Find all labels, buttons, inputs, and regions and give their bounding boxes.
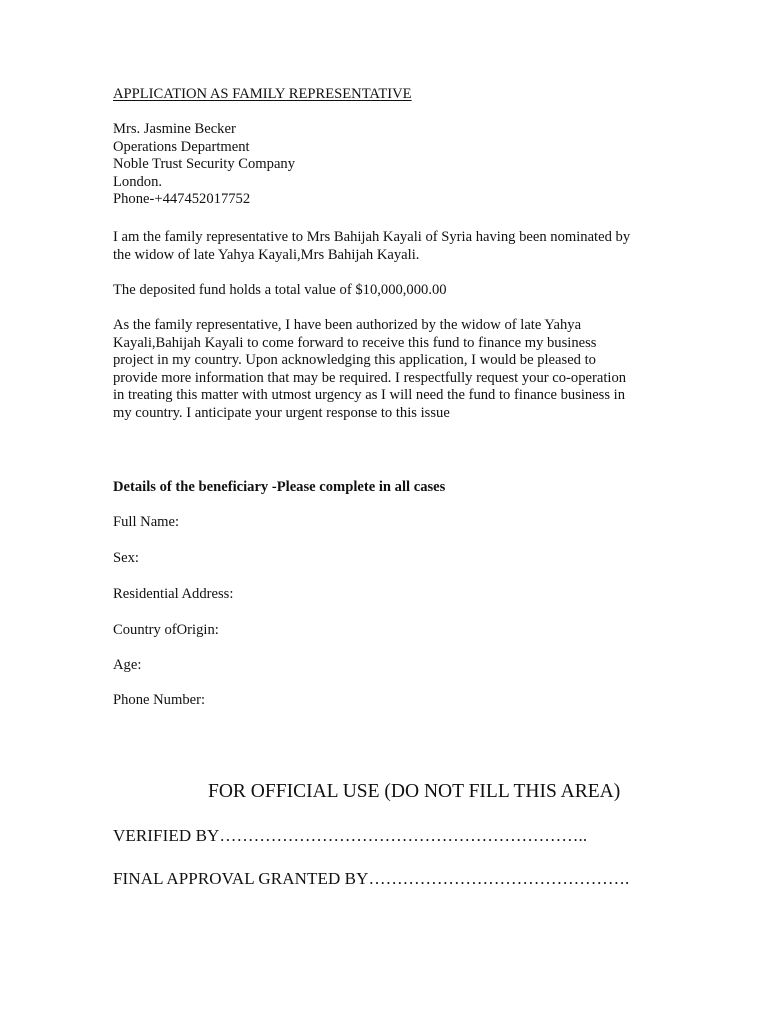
paragraph-authorization [113, 317, 626, 423]
paragraph-line: project in my country. Upon acknowledging this application, I would be pleased to [113, 352, 596, 369]
paragraph-representative [113, 229, 630, 264]
paragraph-line: my country. I anticipate your urgent response to this issue [113, 404, 450, 421]
official-use-title: FOR OFFICIAL USE (DO NOT FILL THIS AREA) [208, 781, 621, 802]
field-sex-label: Sex: [113, 550, 139, 566]
addressee-department: Operations Department [113, 138, 250, 155]
paragraph-line: As the family representative, I have been authorized by the widow of late Yahya [113, 317, 582, 333]
paragraph-line: in treating this matter with utmost urgency as I will need the fund to finance business in [113, 387, 626, 404]
field-country-of-origin-label: Country ofOrigin: [113, 622, 219, 638]
paragraph-line: I am the family representative to Mrs Bahijah Kayali of Syria having been nominated by [113, 229, 631, 245]
paragraph-line: the widow of late Yahya Kayali,Mrs Bahijah Kayali. [113, 246, 420, 263]
paragraph-fund-value: The deposited fund holds a total value of $10,000,000.00 [113, 282, 447, 298]
addressee-city: London. [113, 173, 163, 190]
addressee-phone: Phone-+447452017752 [113, 191, 251, 208]
verified-by-line: VERIFIED BY……………………………………………………….. [113, 826, 588, 845]
paragraph-line: provide more information that may be required. I respectfully request your co-operation [113, 369, 627, 386]
paragraph-line: Kayali,Bahijah Kayali to come forward to receive this fund to finance my business [113, 334, 597, 351]
addressee-company: Noble Trust Security Company [113, 156, 296, 173]
field-full-name-label: Full Name: [113, 514, 180, 530]
field-age-label: Age: [113, 657, 142, 673]
document-heading: APPLICATION AS FAMILY REPRESENTATIVE [113, 86, 412, 102]
field-phone-number-label: Phone Number: [113, 692, 206, 708]
addressee-name: Mrs. Jasmine Becker [113, 121, 236, 137]
final-approval-line: FINAL APPROVAL GRANTED BY………………………………………. [113, 869, 630, 888]
addressee-block [113, 121, 295, 209]
field-residential-address-label: Residential Address: [113, 586, 234, 602]
beneficiary-section-title: Details of the beneficiary -Please complete in all cases [113, 479, 446, 495]
